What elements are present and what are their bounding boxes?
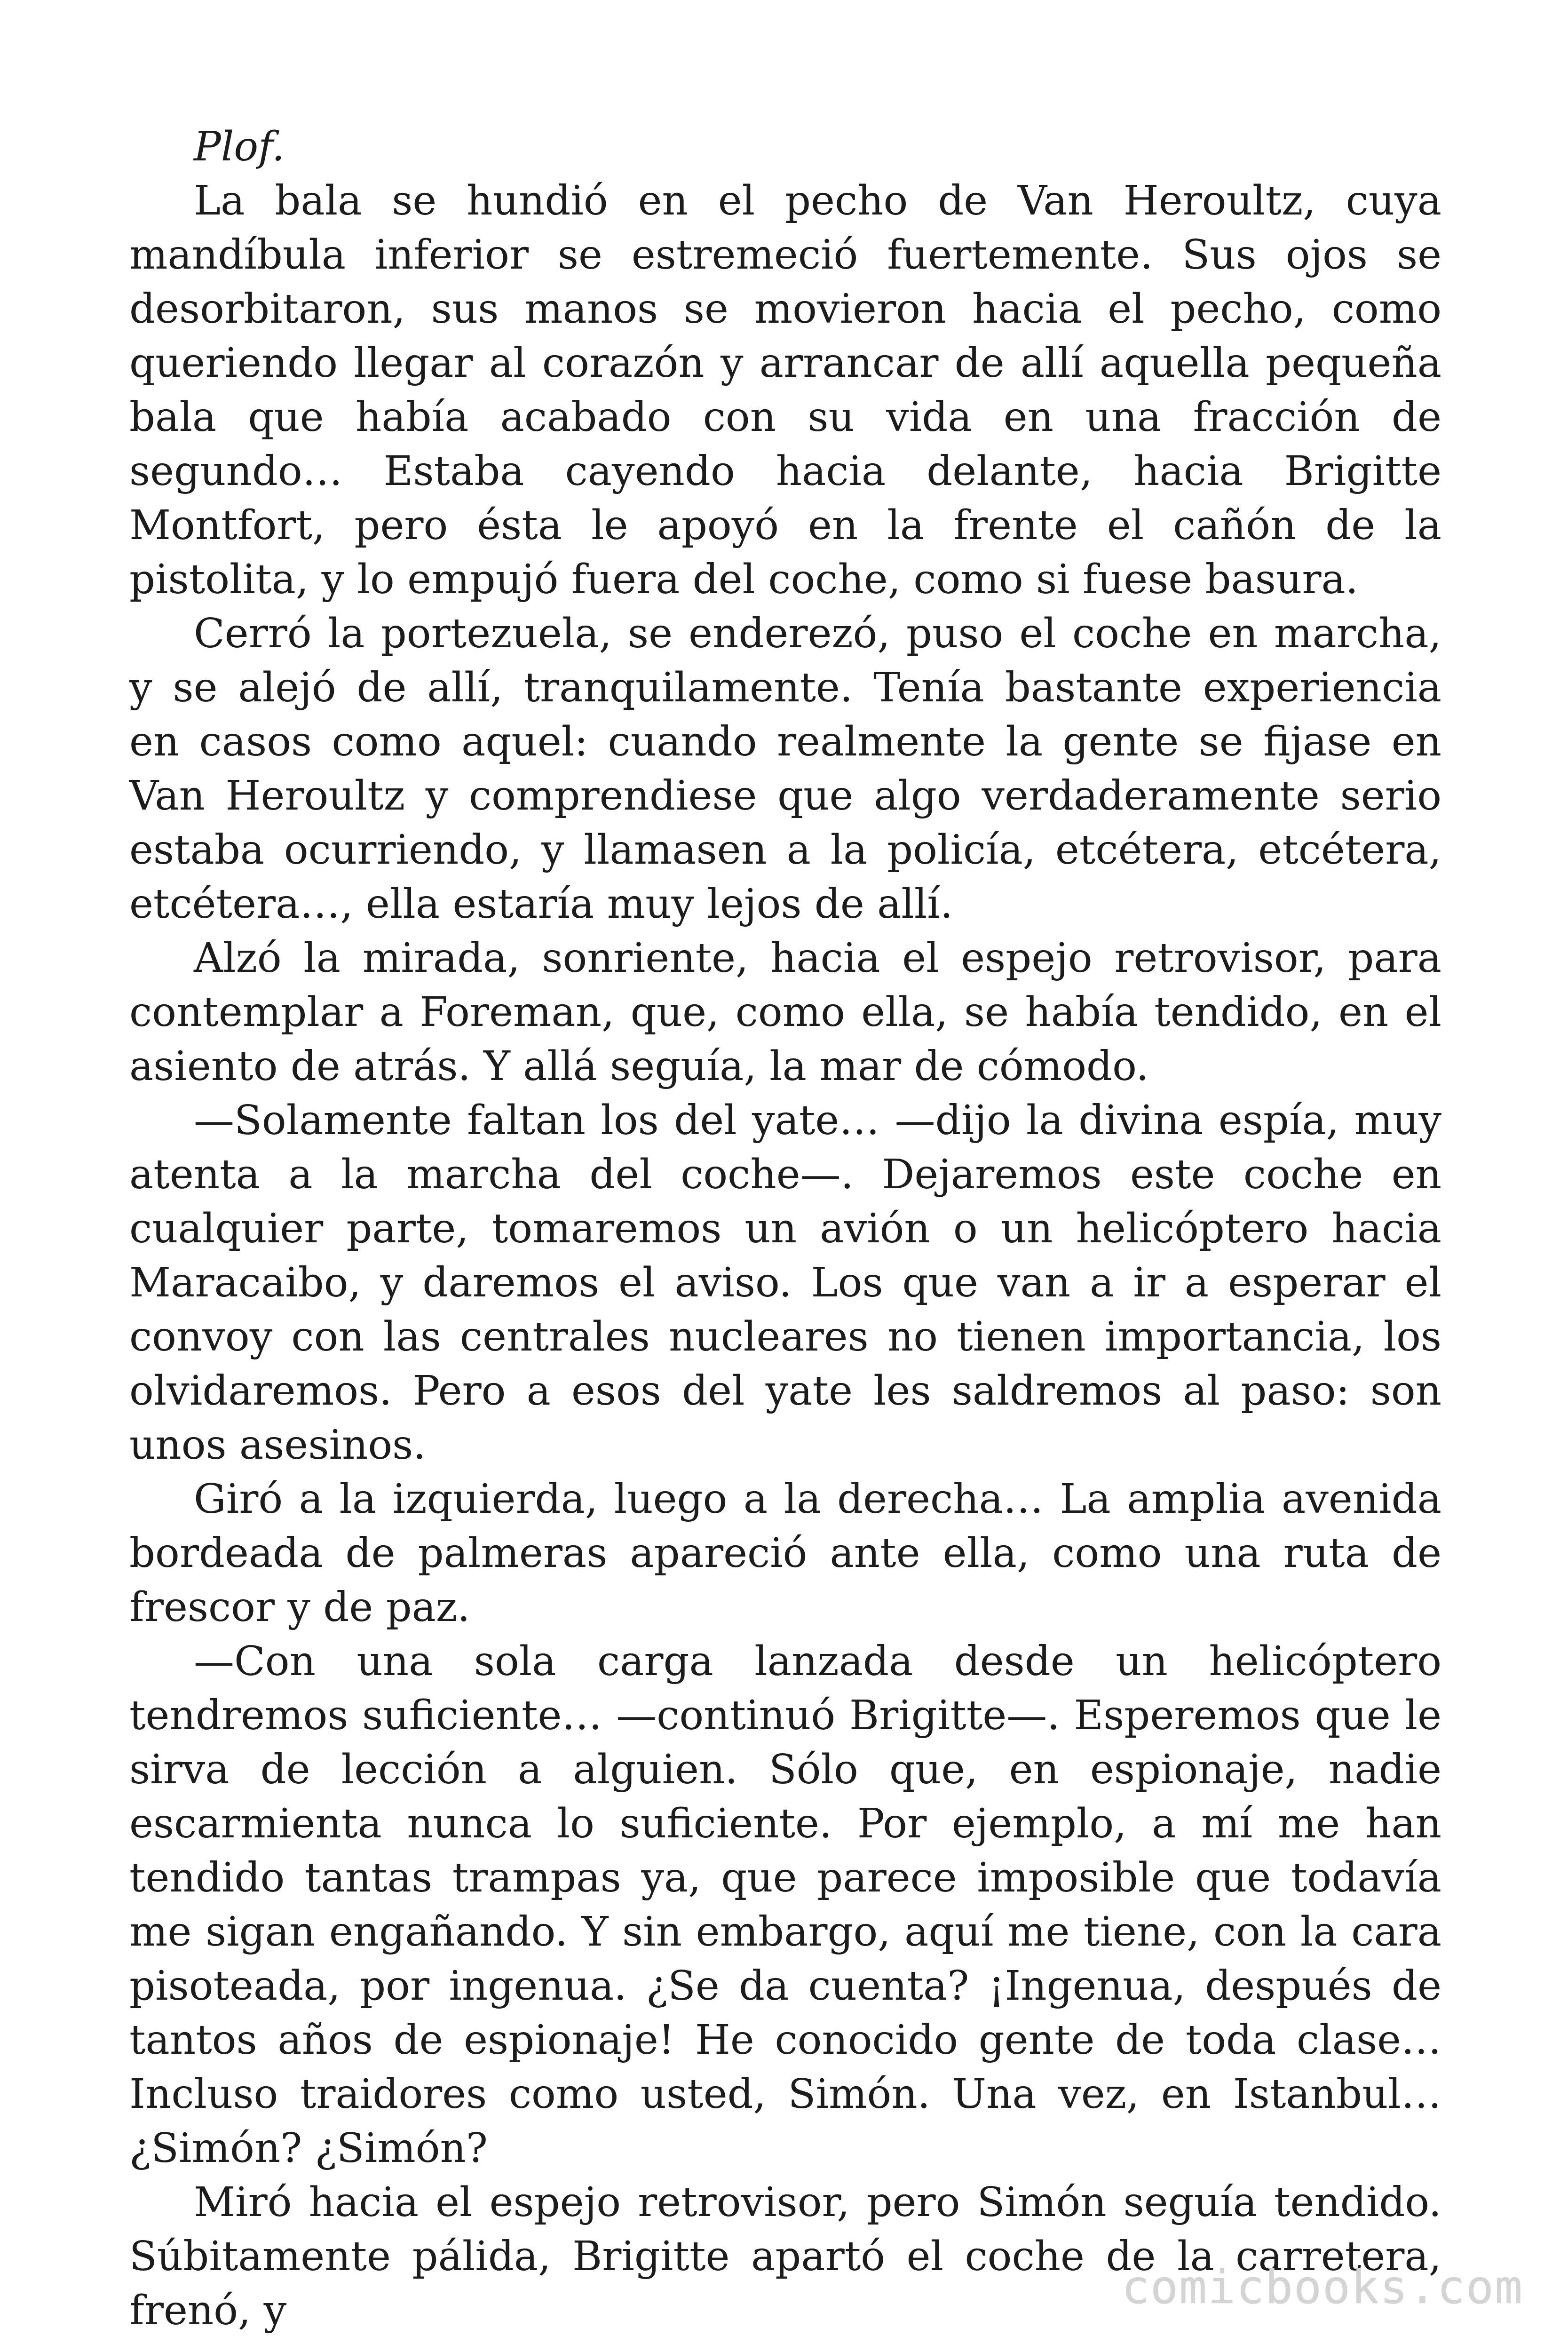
paragraph-bullet-hit: La bala se hundió en el pecho de Van Heroultz, cuya mandíbula inferior se estremeció fuertemente. Sus ojos se desorbitaron, sus manos se movieron hacia el pecho, como queriendo llegar al corazón y arrancar de allí aquella pequeña bala que había acabado con su vida en una fracción de segundo… Estaba cayendo hacia delante, hacia Brigitte Montfort, pero ésta le apoyó en la frente el cañón de la pistolita, y lo empujó fuera del coche, como si fuese basura. bbox=[129, 177, 1441, 603]
paragraph-simon-lying: Miró hacia el espejo retrovisor, pero Simón seguía tendido. Súbitamente pálida, Brigitte apartó el coche de la carretera, frenó, y bbox=[129, 2179, 1441, 2334]
page-body bbox=[129, 120, 1441, 2338]
paragraph-mirror-foreman: Alzó la mirada, sonriente, hacia el espejo retrovisor, para contemplar a Foreman, que, como ella, se había tendido, en el asiento de atrás. Y allá seguía, la mar de cómodo. bbox=[129, 935, 1441, 1090]
paragraph-avenue: Giró a la izquierda, luego a la derecha… La amplia avenida bordeada de palmeras apareció ante ella, como una ruta de frescor y de paz. bbox=[129, 1476, 1441, 1631]
paragraph-yacht-dialogue: —Solamente faltan los del yate… —dijo la divina espía, muy atenta a la marcha del coche—. Dejaremos este coche en cualquier parte, tomaremos un avión o un helicóptero hacia Maracaibo, y daremos el aviso. Los que van a ir a esperar el convoy con las centrales nucleares no tienen importancia, los olvidaremos. Pero a esos del yate les saldremos al paso: son unos asesinos. bbox=[129, 1097, 1441, 1469]
paragraph-helicopter-dialogue: —Con una sola carga lanzada desde un helicóptero tendremos suficiente… —continuó Brigitte—. Esperemos que le sirva de lección a alguien. Sólo que, en espionaje, nadie escarmienta nunca lo suficiente. Por ejemplo, a mí me han tendido tantas trampas ya, que parece imposible que todavía me sigan engañando. Y sin embargo, aquí me tiene, con la cara pisoteada, por ingenua. ¿Se da cuenta? ¡Ingenua, después de tantos años de espionaje! He conocido gente de toda clase… Incluso traidores como usted, Simón. Una vez, en Istanbul… ¿Simón? ¿Simón? bbox=[129, 1638, 1441, 2172]
paragraph-drive-away: Cerró la portezuela, se enderezó, puso el coche en marcha, y se alejó de allí, tranquilamente. Tenía bastante experiencia en casos como aquel: cuando realmente la gente se fijase en Van Heroultz y comprendiese que algo verdaderamente serio estaba ocurriendo, y llamasen a la policía, etcétera, etcétera, etcétera…, ella estaría muy lejos de allí. bbox=[129, 610, 1441, 928]
paragraph-plof: Plof. bbox=[194, 123, 285, 170]
watermark-logo: comicbooks.com bbox=[1121, 2261, 1523, 2314]
